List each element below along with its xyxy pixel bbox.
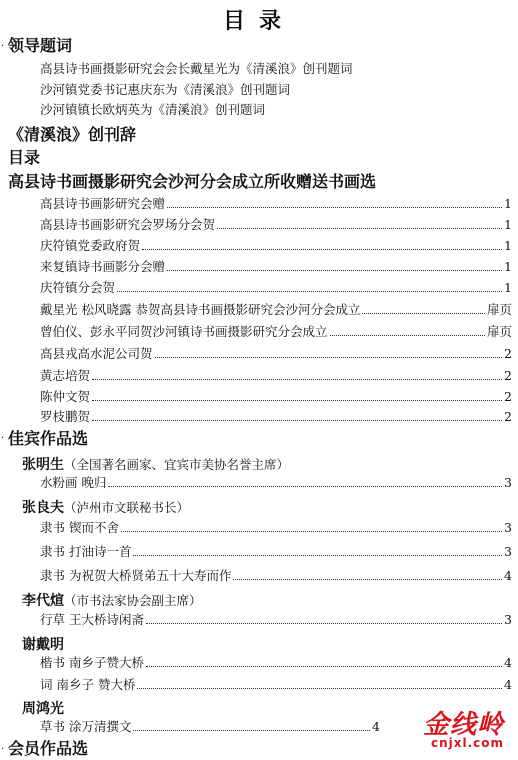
entry-title: 高县诗书画影研究会罗场分会贺 [40, 217, 216, 232]
entry-page: 2 [504, 409, 512, 424]
toc-entry [40, 370, 512, 383]
section-heading-leader-inscriptions: 领导题词 [8, 36, 73, 55]
author-line [22, 700, 64, 716]
entry-title: 高县戎高水泥公司贺 [40, 346, 153, 361]
dot-leader [155, 357, 503, 358]
dot-leader [137, 688, 502, 689]
author-name: 张明生 [22, 457, 64, 473]
entry-title: 庆符镇分会贺 [40, 280, 116, 295]
inscription-item: 沙河镇党委书记惠庆东为《清溪浪》创刊题词 [40, 82, 291, 97]
toc-entry [40, 261, 512, 274]
section-heading-foreword: 《清溪浪》创刊辞 [8, 125, 137, 144]
dot-leader [121, 531, 502, 532]
entry-title: 隶书 为祝贺大桥贤弟五十大寿而作 [40, 568, 232, 583]
dot-leader [362, 313, 485, 314]
entry-page: 4 [504, 568, 512, 583]
entry-title: 隶书 打油诗一首 [40, 544, 132, 559]
toc-entry [40, 657, 512, 670]
entry-page: 2 [504, 346, 512, 361]
entry-page: 3 [504, 475, 512, 490]
entry-title: 黄志培贺 [40, 368, 91, 383]
toc-entry [40, 614, 512, 627]
toc-entry [40, 326, 512, 339]
entry-page: 4 [504, 677, 512, 692]
page-title: 目录 [222, 8, 295, 34]
section-heading-guests: 佳宾作品选 [8, 429, 89, 448]
author-name: 张良夫 [22, 500, 64, 516]
entry-title: 隶书 锲而不舍 [40, 520, 119, 535]
toc-entry [40, 198, 512, 211]
toc-entry [40, 219, 512, 232]
toc-entry [40, 282, 512, 295]
toc-entry [40, 477, 512, 490]
author-note: （全国著名画家、宜宾市美协名誉主席） [64, 457, 290, 472]
dot-leader [146, 666, 502, 667]
entry-page: 4 [372, 719, 380, 734]
author-name: 李代煊 [22, 593, 64, 609]
dot-leader [133, 730, 370, 731]
bullet-mark: · [1, 744, 5, 755]
author-line [22, 456, 289, 472]
entry-title: 陈仲文贺 [40, 389, 91, 404]
dot-leader [92, 420, 502, 421]
author-name: 谢戴明 [22, 637, 64, 653]
author-note: （市书法家协会副主席） [64, 593, 202, 608]
toc-entry [40, 522, 512, 535]
author-line [22, 499, 189, 515]
section-heading-members: 会员作品选 [8, 739, 89, 758]
entry-title: 水粉画 晚归 [40, 475, 107, 490]
entry-page: 2 [504, 389, 512, 404]
toc-entry [40, 679, 512, 692]
dot-leader [92, 379, 502, 380]
author-note: （泸州市文联秘书长） [64, 500, 190, 515]
watermark-brand: 金线岭 [422, 710, 504, 740]
toc-entry [40, 411, 512, 424]
section-heading-contents: 目录 [8, 148, 41, 167]
entry-page: 扉页 [486, 302, 512, 317]
entry-title: 罗枝鹏贺 [40, 409, 91, 424]
entry-page: 1 [504, 280, 512, 295]
dot-leader [167, 207, 502, 208]
entry-title: 高县诗书画影研究会赠 [40, 196, 166, 211]
toc-entry [40, 546, 512, 559]
entry-title: 戴星光 松风晓露 恭贺高县诗书画摄影研究会沙河分会成立 [40, 302, 361, 317]
inscription-item: 高县诗书画摄影研究会会长戴星光为《清溪浪》创刊题词 [40, 61, 353, 76]
entry-title: 曾伯仪、彭永平同贺沙河镇诗书画摄影研究分会成立 [40, 324, 328, 339]
dot-leader [142, 249, 502, 250]
entry-page: 3 [504, 520, 512, 535]
bullet-mark: · [1, 433, 5, 444]
entry-page: 1 [504, 238, 512, 253]
toc-entry [40, 240, 512, 253]
author-line [22, 592, 202, 608]
entry-page: 3 [504, 612, 512, 627]
entry-title: 行草 王大桥诗闲斋 [40, 612, 144, 627]
toc-entry [40, 570, 512, 583]
dot-leader [217, 228, 502, 229]
dot-leader [133, 555, 502, 556]
author-line [22, 636, 64, 652]
toc-entry [40, 391, 512, 404]
entry-title: 庆符镇党委政府贺 [40, 238, 141, 253]
toc-entry [40, 348, 512, 361]
author-name: 周鸿光 [22, 701, 64, 717]
entry-page: 3 [504, 544, 512, 559]
inscription-item: 沙河镇镇长欧炳英为《清溪浪》创刊题词 [40, 102, 266, 117]
dot-leader [233, 579, 502, 580]
dot-leader [117, 291, 502, 292]
entry-title: 词 南乡子 赞大桥 [40, 677, 136, 692]
dot-leader [92, 400, 502, 401]
dot-leader [146, 623, 502, 624]
entry-title: 来复镇诗书画影分会赠 [40, 259, 166, 274]
dot-leader [330, 335, 485, 336]
entry-page: 4 [504, 655, 512, 670]
entry-page: 2 [504, 368, 512, 383]
entry-title: 草书 涂万清撰文 [40, 719, 132, 734]
bullet-mark: · [1, 41, 5, 52]
entry-page: 1 [504, 259, 512, 274]
toc-entry [40, 721, 380, 734]
dot-leader [108, 486, 502, 487]
dot-leader [167, 270, 502, 271]
entry-page: 扉页 [486, 324, 512, 339]
toc-entry [40, 304, 512, 317]
entry-page: 1 [504, 196, 512, 211]
watermark-url: cnjxl.com [430, 736, 504, 750]
watermark-logo [380, 704, 510, 750]
entry-title: 楷书 南乡子赞大桥 [40, 655, 144, 670]
entry-page: 1 [504, 217, 512, 232]
section-heading-gifts: 高县诗书画摄影研究会沙河分会成立所收赠送书画选 [8, 172, 377, 191]
